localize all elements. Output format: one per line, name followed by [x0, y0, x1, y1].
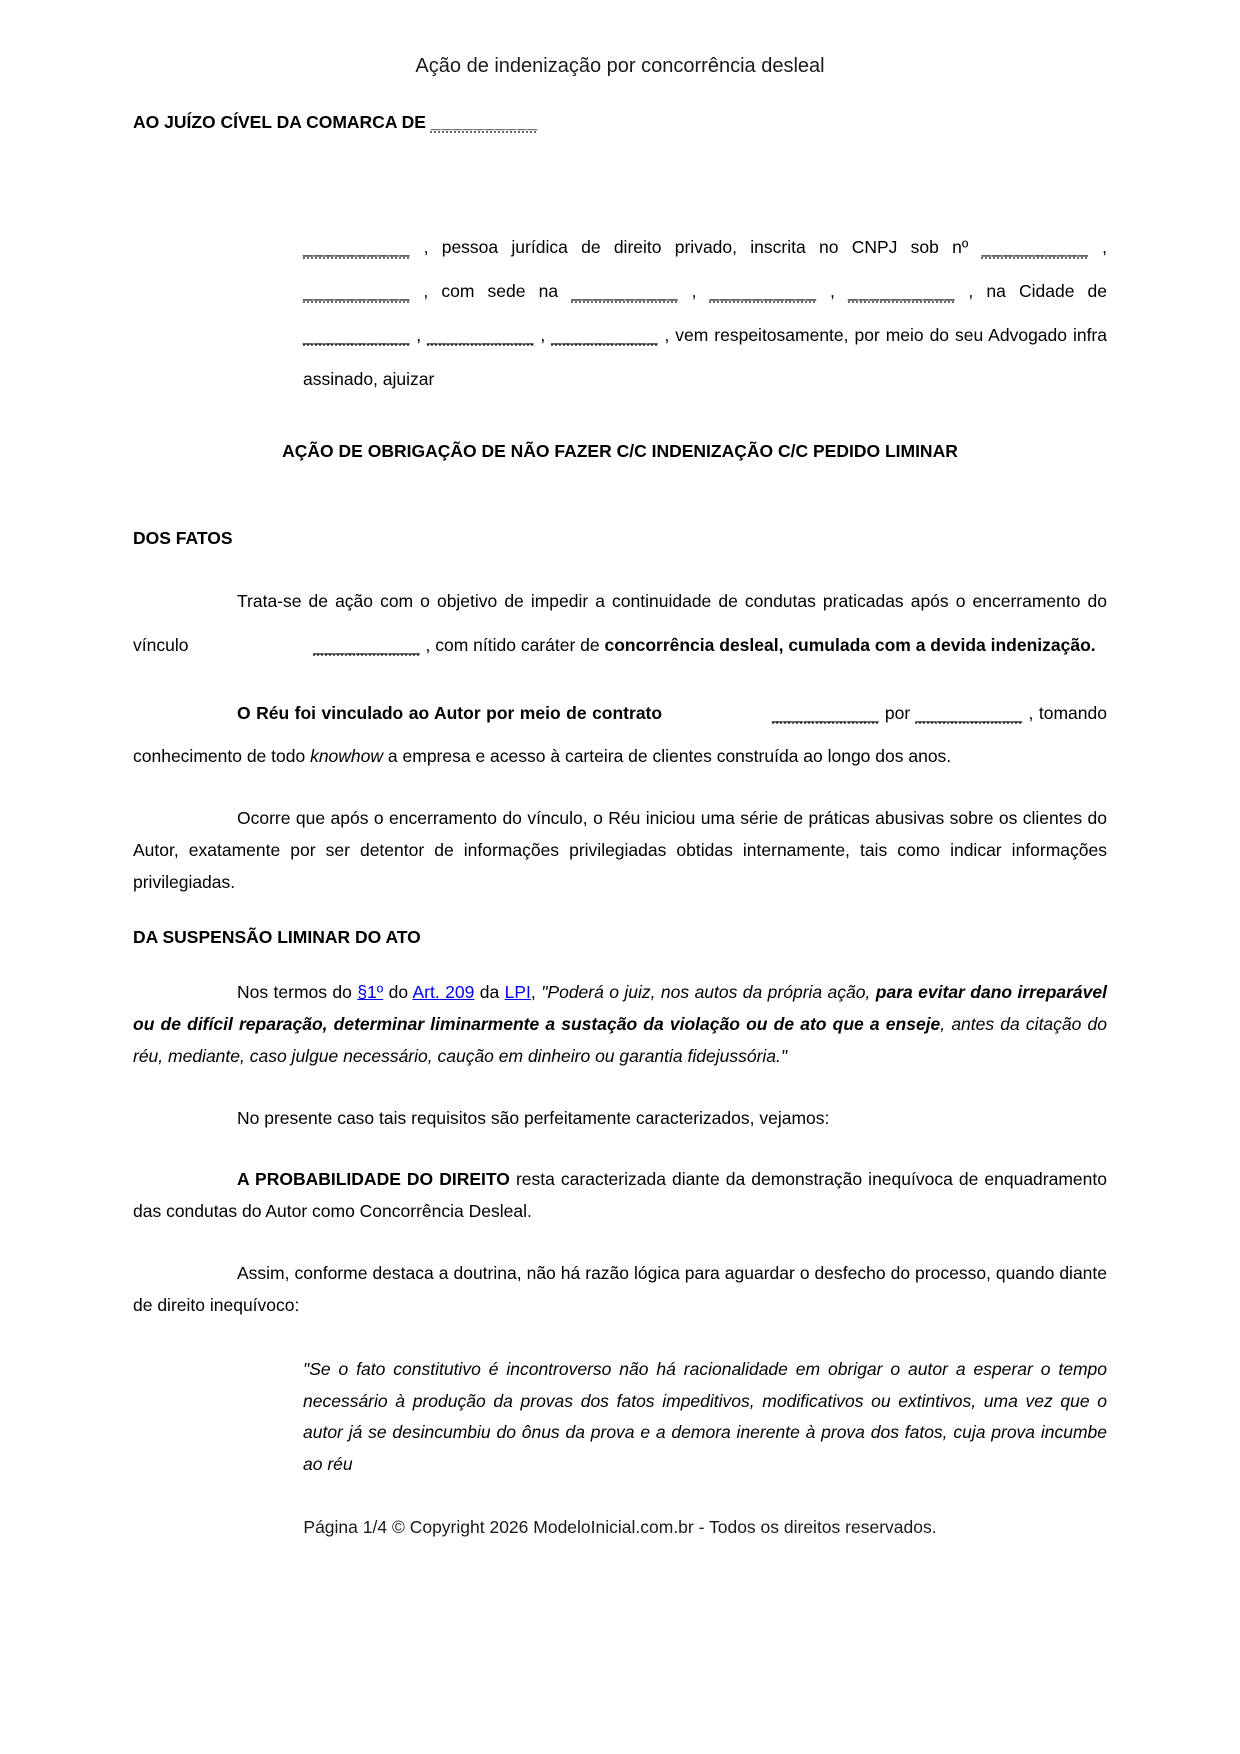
- quote-doutrina: [303, 1354, 1107, 1481]
- text-run: Nos termos do: [237, 982, 358, 1003]
- text-run: AÇÃO DE OBRIGAÇÃO DE NÃO FAZER C/C INDENIZAÇÃO C/C PEDIDO LIMINAR: [282, 441, 958, 462]
- text-run: Trata-se de ação com o objetivo de impedir a continuidade de condutas praticadas após o encerramento do vínculo: [133, 591, 1107, 655]
- heading-suspensao: [133, 921, 1107, 953]
- blank-field[interactable]: __________: [313, 634, 421, 655]
- para-trata-se: [133, 580, 1107, 668]
- text-run: ,: [678, 281, 710, 302]
- page-footer: Página 1/4 © Copyright 2026 ModeloInicial.com.br - Todos os direitos reservados.: [303, 1517, 937, 1538]
- court-line: [133, 106, 1107, 138]
- text-run: knowhow: [310, 746, 384, 767]
- text-run: No presente caso tais requisitos são perfeitamente caracterizados, vejamos:: [237, 1107, 830, 1128]
- text-run: ,: [410, 324, 428, 345]
- para-requisitos: [133, 1103, 1107, 1135]
- blank-field[interactable]: __________: [848, 281, 956, 302]
- heading-dos-fatos: [133, 522, 1107, 554]
- text-run: Ocorre que após o encerramento do vínculo, o Réu iniciou uma série de práticas abusivas sobre os clientes do Autor, exatamente por ser detentor de informações privilegiadas obtidas internamente, tais como indicar informações privilegiadas.: [133, 808, 1107, 892]
- blank-field[interactable]: __________: [915, 702, 1024, 723]
- text-run: ,: [816, 281, 848, 302]
- text-run: , pessoa jurídica de direito privado, inscrita no CNPJ sob nº: [410, 237, 982, 258]
- para-probabilidade: [133, 1164, 1107, 1228]
- spacer: [662, 718, 772, 719]
- text-run: ,: [530, 982, 542, 1003]
- text-run: , na Cidade de: [955, 281, 1107, 302]
- document-blocks: [133, 106, 1107, 1481]
- blank-field[interactable]: __________: [303, 281, 411, 302]
- party-paragraph: [303, 226, 1107, 401]
- text-run: concorrência desleal, cumulada com a devida indenização.: [604, 634, 1096, 655]
- text-run: , com nítido caráter de: [420, 634, 605, 655]
- action-heading: [133, 435, 1107, 467]
- text-run: resta caracterizada diante da demonstração inequívoca de enquadramento das condutas do Autor como Concorrência Desleal.: [133, 1169, 1107, 1222]
- blank-field[interactable]: __________: [709, 281, 817, 302]
- blank-field[interactable]: __________: [981, 237, 1089, 258]
- blank-field[interactable]: __________: [772, 702, 880, 723]
- text-run: O Réu foi vinculado ao Autor por meio de contrato: [237, 702, 663, 723]
- text-run: da: [474, 982, 505, 1003]
- text-run: "Se o fato constitutivo é incontroverso não há racionalidade em obrigar o autor a esperar o tempo necessário à produção da provas dos fatos impeditivos, modificativos ou extintivos, uma vez que o autor já se desincumbiu do ônus da prova e a demora inerente à prova dos fatos, cuja prova incumbe ao réu: [303, 1358, 1107, 1475]
- text-run: ,: [534, 324, 552, 345]
- blank-field[interactable]: __________: [571, 281, 679, 302]
- para-assim: [133, 1258, 1107, 1322]
- text-run: a empresa e acesso à carteira de clientes construída ao longo dos anos.: [383, 746, 952, 767]
- inline-link[interactable]: LPI: [504, 982, 531, 1003]
- text-run: "Poderá o juiz, nos autos da própria ação,: [541, 982, 876, 1003]
- text-run: Assim, conforme destaca a doutrina, não há razão lógica para aguardar o desfecho do processo, quando diante de direito inequívoco:: [133, 1263, 1107, 1315]
- text-run: AO JUÍZO CÍVEL DA COMARCA DE: [133, 112, 431, 132]
- blank-field[interactable]: __________: [427, 324, 535, 345]
- text-run: para evitar dano irreparável ou de difícil reparação, determinar liminarmente a sustação da violação ou de ato que a enseje: [133, 982, 1107, 1034]
- text-run: do: [383, 982, 413, 1003]
- text-run: por: [879, 702, 916, 723]
- text-run: , com sede na: [410, 281, 572, 302]
- blank-field[interactable]: __________: [303, 324, 411, 345]
- text-run: , vem respeitosamente, por meio do seu Advogado infra assinado, ajuizar: [303, 324, 1107, 389]
- text-run: ,: [1088, 237, 1108, 258]
- inline-link[interactable]: Art. 209: [412, 982, 475, 1003]
- blank-field[interactable]: __________: [303, 237, 411, 258]
- para-ocorre: [133, 803, 1107, 899]
- spacer: [193, 650, 313, 651]
- text-run: , antes da citação do réu, mediante, caso julgue necessário, caução em dinheiro ou garantia fidejussória.": [133, 1013, 1108, 1066]
- text-run: DOS FATOS: [133, 527, 233, 548]
- para-nos-termos: [133, 977, 1107, 1073]
- para-reu-vinculo: [133, 692, 1107, 780]
- text-run: DA SUSPENSÃO LIMINAR DO ATO: [133, 926, 421, 947]
- page-title: Ação de indenização por concorrência desleal: [415, 55, 825, 77]
- blank-field[interactable]: __________: [430, 112, 539, 132]
- inline-link[interactable]: §1º: [357, 982, 384, 1003]
- blank-field[interactable]: __________: [551, 324, 659, 345]
- text-run: A PROBABILIDADE DO DIREITO: [237, 1169, 510, 1190]
- text-run: , tomando conhecimento de todo: [133, 702, 1107, 767]
